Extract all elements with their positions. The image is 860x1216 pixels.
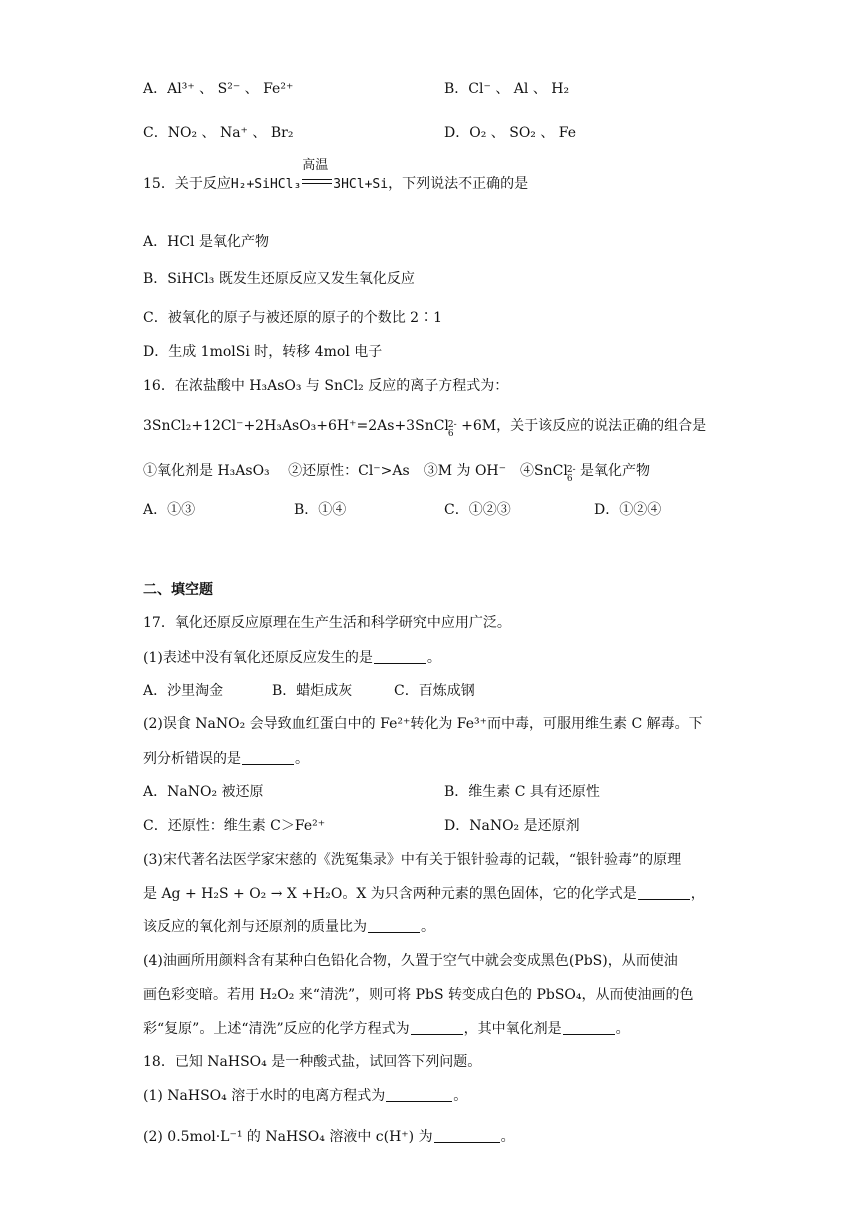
q15-option-b[interactable]: B．SiHCl₃ 既发生还原反应又发生氧化反应 bbox=[143, 271, 415, 287]
q14-option-b[interactable]: B．Cl⁻ 、 Al 、 H₂ bbox=[444, 81, 570, 97]
q17-part2-line2: 列分析错误的是 。 bbox=[143, 751, 309, 767]
q17-p1-option-b[interactable]: B．蜡炬成灰 bbox=[272, 683, 353, 699]
q15-reactants: H₂+SiHCl₃ bbox=[230, 177, 302, 192]
q15-products: 3HCl+Si bbox=[333, 177, 389, 192]
answer-blank[interactable] bbox=[563, 1020, 615, 1035]
q17-p2-option-d[interactable]: D．NaNO₂ 是还原剂 bbox=[444, 818, 580, 834]
q18-part1: (1) NaHSO₄ 溶于水时的电离方程式为 。 bbox=[143, 1088, 468, 1104]
q16-equation: 3SnCl₂+12Cl⁻+2H₃AsO₃+6H⁺=2As+3SnCl 2- 6 +6M，关于该反应的说法正确的组合是 bbox=[143, 418, 707, 439]
q16-stem: 16．在浓盐酸中 H₃AsO₃ 与 SnCl₂ 反应的离子方程式为： bbox=[143, 378, 509, 394]
q16-statement-ion-charge: 2- 6 bbox=[566, 465, 576, 484]
q14-option-a[interactable]: A．Al³⁺ 、 S²⁻ 、 Fe²⁺ bbox=[143, 81, 294, 97]
q17-part3-line2: 是 Ag + H₂S + O₂ → X +H₂O。X 为只含两种元素的黑色固体，它的化学式是 ， bbox=[143, 886, 705, 902]
q15-stem: 15．关于反应H₂+SiHCl₃ 高温 3HCl+Si，下列说法不正确的是 bbox=[143, 158, 529, 192]
q15-option-c[interactable]: C．被氧化的原子与被还原的原子的个数比 2∶1 bbox=[143, 310, 442, 326]
q16-option-d[interactable]: D．①②④ bbox=[594, 502, 662, 518]
section-title: 二、填空题 bbox=[143, 582, 213, 598]
q17-part4-line1: (4)油画所用颜料含有某种白色铅化合物，久置于空气中就会变成黑色(PbS)，从而使油 bbox=[143, 953, 678, 969]
q16-option-b[interactable]: B．①④ bbox=[294, 502, 347, 518]
q17-p1-option-c[interactable]: C．百炼成钢 bbox=[394, 683, 475, 699]
q15-reaction-arrow bbox=[302, 158, 332, 194]
answer-blank[interactable] bbox=[368, 918, 420, 933]
answer-blank[interactable] bbox=[374, 649, 426, 664]
answer-blank[interactable] bbox=[638, 885, 690, 900]
q15-option-d[interactable]: D．生成 1molSi 时，转移 4mol 电子 bbox=[143, 344, 383, 360]
q17-p2-option-a[interactable]: A．NaNO₂ 被还原 bbox=[143, 784, 264, 800]
q17-part4-line3: 彩“复原”。上述“清洗”反应的化学方程式为 ，其中氧化剂是 。 bbox=[143, 1021, 630, 1037]
q14-option-c[interactable]: C．NO₂ 、 Na⁺ 、 Br₂ bbox=[143, 125, 294, 141]
q16-statements: ①氧化剂是 H₃AsO₃ ②还原性：Cl⁻>As ③M 为 OH⁻ ④SnCl 2- 6 是氧化产物 bbox=[143, 463, 651, 484]
q15-condition: 高温 bbox=[302, 158, 329, 173]
q14-option-d[interactable]: D．O₂ 、 SO₂ 、 Fe bbox=[444, 125, 577, 141]
answer-blank[interactable] bbox=[386, 1087, 452, 1102]
answer-blank[interactable] bbox=[434, 1128, 500, 1143]
q15-option-a[interactable]: A．HCl 是氧化产物 bbox=[143, 234, 269, 250]
q17-part3-line1: (3)宋代著名法医学家宋慈的《洗冤集录》中有关于银针验毒的记载，“银针验毒”的原理 bbox=[143, 852, 682, 868]
q17-p2-option-b[interactable]: B．维生素 C 具有还原性 bbox=[444, 784, 600, 800]
answer-blank[interactable] bbox=[242, 750, 294, 765]
q16-option-c[interactable]: C．①②③ bbox=[444, 502, 511, 518]
q17-p2-option-c[interactable]: C．还原性：维生素 C＞Fe²⁺ bbox=[143, 818, 326, 834]
q18-part2: (2) 0.5mol·L⁻¹ 的 NaHSO₄ 溶液中 c(H⁺) 为 。 bbox=[143, 1129, 515, 1145]
q17-part3-line3: 该反应的氧化剂与还原剂的质量比为 。 bbox=[143, 919, 435, 935]
q16-ion-charge: 2- 6 bbox=[447, 420, 457, 439]
q17-p1-option-a[interactable]: A．沙里淘金 bbox=[143, 683, 224, 699]
q17-stem: 17．氧化还原反应原理在生产生活和科学研究中应用广泛。 bbox=[143, 615, 511, 631]
q17-part2-line1: (2)误食 NaNO₂ 会导致血红蛋白中的 Fe²⁺转化为 Fe³⁺而中毒，可服用维生素 C 解毒。下 bbox=[143, 716, 703, 732]
q18-stem: 18．已知 NaHSO₄ 是一种酸式盐，试回答下列问题。 bbox=[143, 1054, 482, 1070]
answer-blank[interactable] bbox=[411, 1020, 463, 1035]
q17-part1: (1)表述中没有氧化还原反应发生的是 。 bbox=[143, 650, 441, 666]
q17-part4-line2: 画色彩变暗。若用 H₂O₂ 来“清洗”，则可将 PbS 转变成白色的 PbSO₄，从而使油画的色 bbox=[143, 987, 694, 1003]
q16-option-a[interactable]: A．①③ bbox=[143, 502, 196, 518]
